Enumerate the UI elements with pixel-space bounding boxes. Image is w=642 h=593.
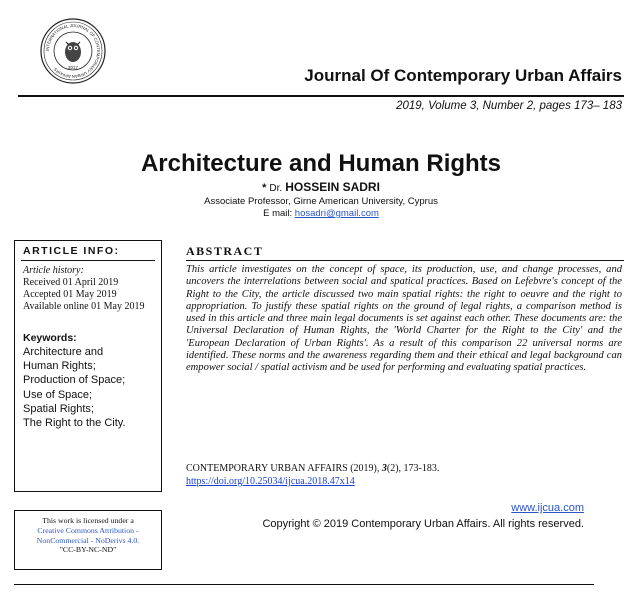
journal-seal-icon	[40, 18, 106, 84]
journal-website-link[interactable]: www.ijcua.com	[511, 502, 584, 514]
citation-block	[186, 462, 622, 488]
keyword-item: Architecture and	[23, 346, 104, 358]
doi-link[interactable]: https://doi.org/10.25034/ijcua.2018.47x14	[186, 476, 355, 487]
history-online: Available online 01 May 2019	[23, 301, 145, 312]
keyword-item: The Right to the City.	[23, 417, 126, 430]
article-history-list	[23, 277, 144, 313]
history-accepted: Accepted 01 May 2019	[23, 289, 117, 300]
citation-prefix: CONTEMPORARY URBAN AFFAIRS (2019),	[186, 463, 382, 474]
author-prefix: Dr.	[269, 183, 283, 194]
citation-volume: 3	[381, 463, 387, 474]
article-info-divider	[21, 260, 155, 261]
author-name: HOSSEIN SADRI	[285, 180, 380, 194]
abstract-heading: ABSTRACT	[186, 244, 264, 258]
issue-info: 2019, Volume 3, Number 2, pages 173– 183	[396, 100, 622, 112]
author-email-link[interactable]: hosadri@gmail.com	[294, 208, 379, 219]
license-box	[14, 510, 162, 570]
author-line	[0, 180, 642, 194]
keywords-label: Keywords:	[23, 332, 77, 344]
author-affiliation: Associate Professor, Girne American University, Cyprus	[204, 196, 438, 207]
article-history-label: Article history:	[23, 265, 84, 276]
citation-suffix: (2), 173-183.	[386, 463, 440, 474]
email-label: E mail:	[263, 208, 293, 219]
author-email-line	[0, 208, 642, 219]
journal-title: Journal Of Contemporary Urban Affairs	[304, 66, 622, 85]
copyright-notice: Copyright © 2019 Contemporary Urban Affairs. All rights reserved.	[262, 518, 584, 530]
citation-line	[186, 462, 622, 475]
keyword-item: Human Rights;	[23, 360, 96, 373]
history-received: Received 01 April 2019	[23, 277, 119, 288]
keyword-item: Use of Space;	[23, 388, 93, 401]
abstract-body: This article investigates on the concept of space, its production, use, and change processes, and uncovers the interrelations between social and spatical practices. Based on Lefebvre's concept of the Right to the City, the article discussed two main spatial rights: the right to oeuvre and the right to appropriation. To justify these spatial rights on the ground of legal rights, a comparison method is used in this article and three main legal documents is set against each other. These documents are: the Universal Declaration of Human Rights, the 'World Charter for the Right to the City' and the 'European Declaration of Urban Rights'. As a result of this comparison 22 universal norms are identified. These norms and the awareness regarding them and their ethical and legal background can empower social / spatial activism and be used for performing and evaluating spatial practices.	[186, 264, 622, 374]
abstract-divider	[186, 260, 624, 261]
license-intro: This work is licensed under a	[42, 516, 134, 525]
keyword-item: Spatial Rights;	[23, 402, 94, 415]
license-code: "CC-BY-NC-ND"	[59, 545, 117, 555]
keyword-item: Production of Space;	[23, 374, 126, 387]
paper-title: Architecture and Human Rights	[140, 150, 502, 177]
seal-year: 2017	[67, 65, 79, 70]
seal-ring-text: INTERNATIONAL JOURNAL OF CONTEMPORARY URBAN AFFAIRS	[44, 22, 102, 80]
author-star: *	[262, 182, 267, 194]
license-text	[19, 516, 157, 555]
license-link[interactable]: Creative Commons Attribution - NonCommercial - NoDerivs 4.0.	[36, 525, 140, 545]
keywords-list	[23, 345, 126, 430]
header-divider	[18, 95, 624, 97]
footer-divider	[14, 584, 594, 585]
article-info-box	[14, 240, 162, 492]
article-info-heading: ARTICLE INFO:	[23, 245, 120, 257]
